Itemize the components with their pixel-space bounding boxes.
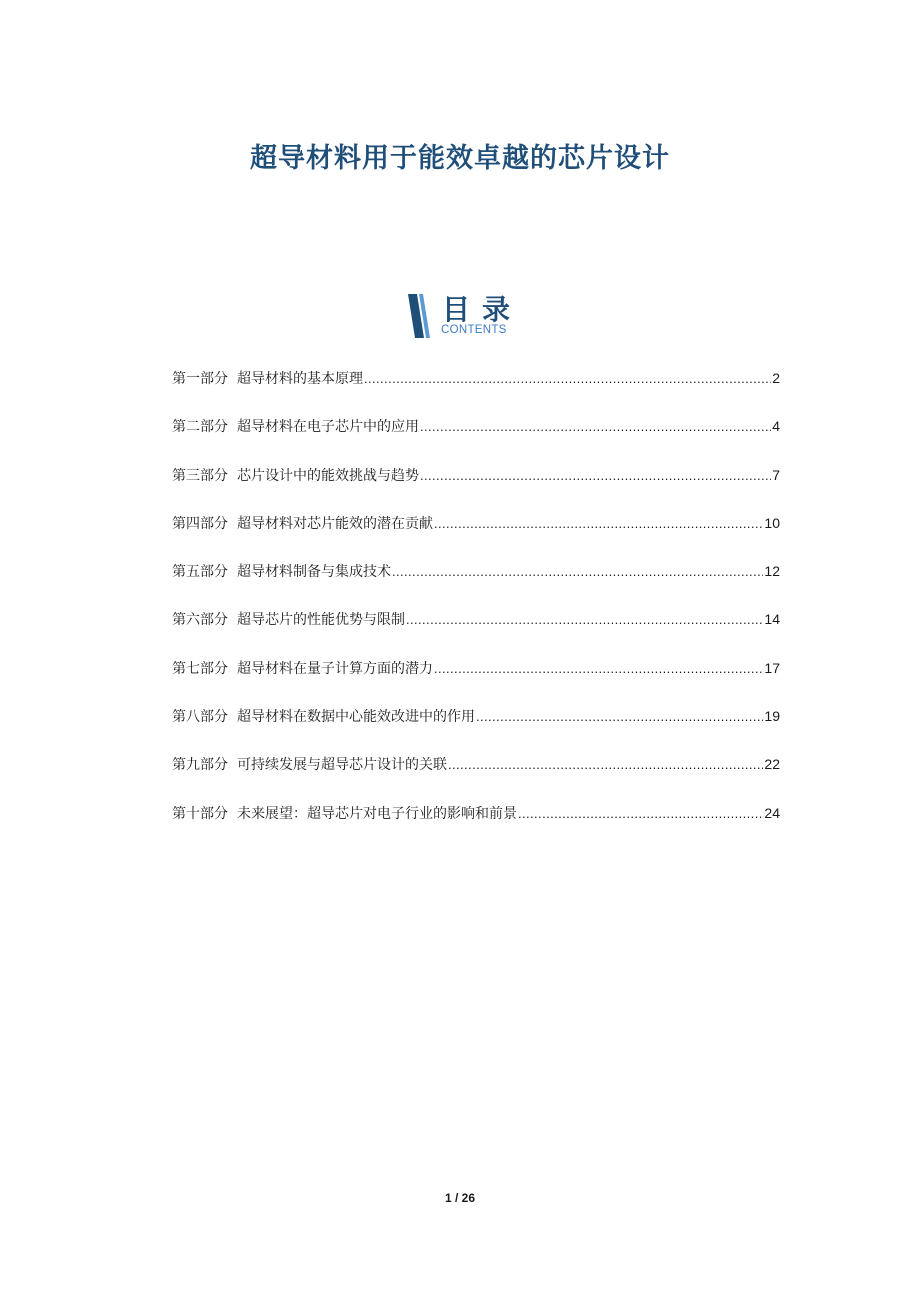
toc-entry-page: 22 (764, 756, 780, 773)
toc-entry-title: 超导材料制备与集成技术 (237, 564, 391, 581)
toc-entry-part: 第四部分 (172, 515, 228, 532)
toc-entry-page: 4 (772, 418, 780, 435)
document-title: 超导材料用于能效卓越的芯片设计 (250, 143, 670, 175)
toc-dot-leader (392, 560, 763, 584)
toc-entry-part: 第九部分 (172, 757, 228, 774)
toc-entry-page: 12 (764, 563, 780, 580)
toc-heading: 目录 (442, 293, 523, 326)
toc-entry[interactable] (172, 607, 780, 655)
toc-header (408, 292, 538, 342)
toc-entry-title: 芯片设计中的能效挑战与趋势 (237, 467, 419, 484)
toc-entry-title: 超导材料在电子芯片中的应用 (237, 419, 419, 436)
toc-entry-page: 19 (764, 708, 780, 725)
toc-entry-page: 7 (772, 466, 780, 483)
toc-entry-title: 未来展望：超导芯片对电子行业的影响和前景 (237, 805, 517, 822)
toc-entry[interactable] (172, 656, 780, 704)
toc-entry-page: 14 (764, 611, 780, 628)
toc-entry-title: 超导芯片的性能优势与限制 (237, 612, 405, 629)
toc-entry-part: 第六部分 (172, 612, 228, 629)
toc-dot-leader (476, 705, 763, 729)
toc-entry-part: 第八部分 (172, 709, 228, 726)
toc-entry-title: 超导材料的基本原理 (237, 371, 363, 387)
toc-entry[interactable] (172, 704, 780, 752)
toc-entry-page: 24 (764, 804, 780, 821)
toc-entry[interactable] (172, 366, 780, 414)
toc-entry-part: 第三部分 (172, 467, 228, 484)
toc-entry-title: 可持续发展与超导芯片设计的关联 (237, 757, 447, 774)
table-of-contents (172, 366, 780, 849)
toc-entry-page: 2 (772, 370, 780, 386)
toc-logo-icon (408, 294, 432, 338)
toc-entry[interactable] (172, 559, 780, 607)
toc-dot-leader (406, 608, 763, 632)
page-indicator: 1 / 26 (444, 1191, 476, 1205)
toc-entry-part: 第一部分 (172, 371, 228, 387)
toc-dot-leader (420, 464, 771, 488)
toc-dot-leader (448, 753, 763, 777)
toc-entry-title: 超导材料对芯片能效的潜在贡献 (237, 515, 433, 532)
toc-entry-part: 第十部分 (172, 805, 228, 822)
toc-entry-title: 超导材料在数据中心能效改进中的作用 (237, 709, 475, 726)
toc-entry[interactable] (172, 463, 780, 511)
toc-entry-part: 第五部分 (172, 564, 228, 581)
toc-dot-leader (434, 512, 763, 536)
toc-entry[interactable] (172, 414, 780, 462)
toc-subheading: CONTENTS (441, 324, 507, 336)
toc-entry[interactable] (172, 752, 780, 800)
toc-entry[interactable] (172, 511, 780, 559)
toc-entry[interactable] (172, 801, 780, 849)
toc-entry-part: 第二部分 (172, 419, 228, 436)
toc-entry-title: 超导材料在量子计算方面的潜力 (237, 660, 433, 677)
toc-dot-leader (518, 802, 763, 826)
toc-entry-page: 10 (764, 514, 780, 531)
toc-dot-leader (420, 415, 771, 439)
toc-dot-leader (434, 657, 763, 681)
toc-dot-leader (364, 367, 771, 391)
toc-entry-part: 第七部分 (172, 660, 228, 677)
toc-entry-page: 17 (764, 659, 780, 676)
